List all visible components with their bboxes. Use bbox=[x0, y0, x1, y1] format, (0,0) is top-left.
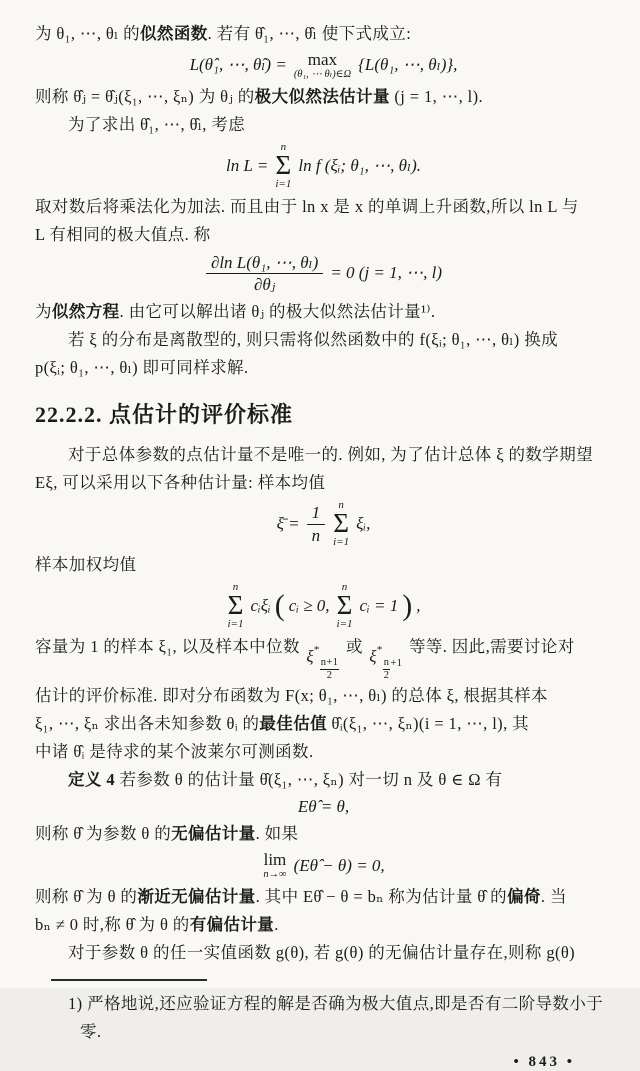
star-superscript: * bbox=[313, 643, 320, 656]
star-superscript: * bbox=[376, 643, 383, 656]
formula-term: cᵢξᵢ bbox=[250, 595, 271, 615]
text-run: θ̂ᵢ(ξ₁, ⋯, ξₙ)(i = 1, ⋯, l), 其 bbox=[327, 713, 530, 733]
paragraph-biased-name bbox=[35, 911, 612, 939]
sum-lower-limit: i=1 bbox=[227, 617, 244, 630]
fraction-denominator: ∂θⱼ bbox=[254, 275, 276, 295]
bold-term-bias: 偏倚 bbox=[507, 887, 541, 907]
formula-asymptotic-unbiased bbox=[35, 851, 612, 880]
median-notation-2 bbox=[369, 645, 402, 682]
bold-term-likelihood-function: 似然函数 bbox=[140, 24, 208, 43]
text-run: 为 bbox=[35, 302, 52, 322]
sum-lower-limit: i=1 bbox=[336, 617, 353, 630]
text-run: 样本加权均值 bbox=[35, 555, 137, 575]
xi-symbol: ξ bbox=[369, 646, 377, 666]
text-run: 对于参数 θ 的任一实值函数 g(θ), 若 g(θ) 的无偏估计量存在,则称 g(θ) bbox=[68, 943, 576, 963]
formula-lhs: L(θ̂₁, ⋯, θ̂ₗ) = bbox=[189, 55, 287, 75]
bold-term-unbiased-estimator: 无偏估计量 bbox=[171, 824, 256, 844]
formula-max-likelihood bbox=[35, 51, 612, 80]
footnote-line bbox=[35, 1018, 612, 1046]
median-notation-1 bbox=[306, 645, 339, 682]
text-run: 取对数后将乘法化为加法. 而且由于 ln x 是 x 的单调上升函数,所以 ln L 与 bbox=[35, 196, 579, 216]
paragraph-criteria-2 bbox=[35, 710, 612, 738]
paragraph-weighted-mean-label bbox=[35, 551, 612, 579]
text-run: L 有相同的极大值点. 称 bbox=[35, 224, 211, 244]
max-operator-stack bbox=[294, 51, 351, 80]
paragraph-criteria bbox=[35, 682, 612, 710]
text-run: 对于总体参数的点估计量不是唯一的. 例如, 为了估计总体 ξ 的数学期望 bbox=[68, 445, 594, 465]
text-run: . bbox=[274, 915, 279, 935]
formula-lhs: ln L = bbox=[226, 155, 269, 175]
text-run: 1) 严格地说,还应验证方程的解是否确为极大值点,即是否有二阶导数小于 bbox=[68, 994, 604, 1014]
formula-lhs: ξ̄ = bbox=[276, 514, 300, 533]
bold-term-asymptotically-unbiased: 渐近无偏估计量 bbox=[137, 887, 256, 907]
condition-1: cᵢ ≥ 0, bbox=[288, 595, 330, 615]
formula-rhs: {L(θ₁, ⋯, θₗ)}, bbox=[358, 55, 458, 75]
paragraph-to-find bbox=[35, 111, 612, 139]
section-heading: 22.2.2. 点估计的评价标准 bbox=[35, 402, 294, 428]
lim-operator: lim bbox=[263, 850, 287, 870]
page-number: • 843 • bbox=[513, 1054, 575, 1071]
subscript-tail: +1 bbox=[390, 657, 403, 669]
open-paren: ( bbox=[274, 588, 285, 622]
sum-upper-limit: n bbox=[338, 499, 344, 512]
footnote-line bbox=[35, 990, 612, 1018]
fraction-numerator: n+1 bbox=[320, 657, 340, 670]
paragraph-likelihood-intro bbox=[35, 20, 612, 48]
sigma-icon: Σ bbox=[227, 590, 244, 621]
text-run: p(ξᵢ; θ₁, ⋯, θₗ) 即可同样求解. bbox=[35, 358, 249, 378]
bold-term-mle-estimator: 极大似然法估计量 bbox=[254, 87, 390, 107]
text-run: 零. bbox=[80, 1022, 102, 1042]
sum-symbol bbox=[228, 582, 244, 630]
sum-upper-limit: n bbox=[280, 141, 287, 154]
sum-symbol bbox=[275, 142, 291, 190]
paragraph-log-explanation-2 bbox=[35, 221, 612, 249]
max-constraint: (θ₁, ⋯ θₗ)∈Ω bbox=[293, 68, 352, 80]
text-run: 若 ξ 的分布是离散型的, 则只需将似然函数中的 f(ξᵢ; θ₁, ⋯, θₗ) 换成 bbox=[68, 330, 559, 350]
text-run: 为 θ₁, ⋯, θₗ 的 bbox=[35, 24, 141, 43]
paragraph-criteria-3 bbox=[35, 738, 612, 766]
paragraph-discrete-case-2 bbox=[35, 354, 612, 382]
footnote bbox=[35, 990, 612, 1046]
lim-subscript: n→∞ bbox=[263, 868, 287, 880]
formula-sample-mean bbox=[35, 500, 612, 548]
sum-upper-limit: n bbox=[341, 581, 348, 594]
xi-symbol: ξ bbox=[306, 646, 314, 666]
fraction-denominator: 2 bbox=[383, 669, 390, 681]
formula-rhs: = 0 (j = 1, ⋯, l) bbox=[330, 263, 443, 283]
bold-term-biased-estimator: 有偏估计量 bbox=[189, 915, 275, 935]
text-run: . 其中 Eθ̂ − θ = bₙ 称为估计量 θ̂ 的 bbox=[255, 887, 508, 907]
formula-rhs: ln f (ξᵢ; θ₁, ⋯, θₗ). bbox=[298, 155, 421, 175]
paragraph-definition-4 bbox=[35, 766, 612, 794]
formula-tail: , bbox=[416, 595, 421, 615]
formula-likelihood-equation bbox=[35, 252, 612, 296]
fraction-denominator: 2 bbox=[326, 669, 333, 681]
formula-weighted-mean bbox=[35, 582, 612, 630]
text-run: 则称 θ̂ 为参数 θ 的 bbox=[35, 824, 172, 844]
text-run: 为了求出 θ̂₁, ⋯, θ̂ₗ, 考虑 bbox=[68, 115, 246, 135]
text-run: . 如果 bbox=[255, 824, 299, 844]
text-run: 或 bbox=[345, 636, 363, 656]
formula-text: Eθ̂ = θ, bbox=[297, 796, 350, 816]
sigma-icon: Σ bbox=[333, 508, 349, 539]
one-over-n-fraction bbox=[307, 502, 326, 546]
paragraph-discrete-case bbox=[35, 326, 612, 354]
sum-upper-limit: n bbox=[232, 581, 239, 594]
paragraph-estimators-not-unique bbox=[35, 441, 612, 469]
paragraph-log-explanation bbox=[35, 193, 612, 221]
text-run: 容量为 1 的样本 ξ₁, 以及样本中位数 bbox=[35, 636, 300, 656]
paragraph-real-valued-function bbox=[35, 939, 612, 967]
derivative-fraction bbox=[206, 252, 323, 296]
sum-symbol bbox=[333, 500, 349, 548]
sum-lower-limit: i=1 bbox=[333, 536, 350, 549]
text-run: . 若有 θ̂₁, ⋯, θ̂ₗ 使下式成立: bbox=[207, 24, 412, 43]
sum-lower-limit: i=1 bbox=[275, 177, 292, 190]
close-paren: ) bbox=[402, 588, 413, 622]
text-run: (j = 1, ⋯, l). bbox=[389, 87, 484, 107]
text-run: . 当 bbox=[540, 887, 567, 907]
subscript-fraction bbox=[383, 657, 391, 682]
lim-operator-stack bbox=[263, 851, 286, 880]
bold-term-best-estimate: 最佳估值 bbox=[259, 713, 327, 733]
formula-rhs: (Eθ̂ − θ) = 0, bbox=[293, 855, 385, 875]
condition-2: cᵢ = 1 bbox=[359, 595, 399, 615]
text-run: 中诸 θ̂ᵢ 是待求的某个波莱尔可测函数. bbox=[35, 741, 314, 761]
footnote-divider bbox=[51, 979, 207, 981]
sigma-icon: Σ bbox=[275, 150, 292, 181]
text-run: 则称 θ̂ 为 θ 的 bbox=[35, 887, 138, 907]
text-run: ξ₁, ⋯, ξₙ 求出各未知参数 θᵢ 的 bbox=[35, 713, 260, 733]
bold-term-definition-4: 定义 4 bbox=[68, 769, 115, 789]
formula-rhs: ξᵢ, bbox=[356, 514, 371, 533]
formula-log-likelihood bbox=[35, 142, 612, 190]
paragraph-estimators-not-unique-2 bbox=[35, 469, 612, 497]
text-run: 则称 θ̂ⱼ = θ̂ⱼ(ξ₁, ⋯, ξₙ) 为 θⱼ 的 bbox=[35, 87, 255, 107]
paragraph-unbiased-name bbox=[35, 820, 612, 848]
paragraph-sample-median bbox=[35, 633, 612, 682]
fraction-numerator: n bbox=[383, 657, 391, 670]
subscript-fraction bbox=[320, 657, 340, 682]
sum-symbol bbox=[337, 582, 353, 630]
paragraph-likelihood-equation-name bbox=[35, 298, 612, 326]
text-run: 若参数 θ 的估计量 θ̂(ξ₁, ⋯, ξₙ) 对一切 n 及 θ ∈ Ω 有 bbox=[114, 769, 503, 789]
text-run: 等等. 因此,需要讨论对 bbox=[408, 636, 575, 656]
max-operator: max bbox=[307, 50, 338, 69]
sigma-icon: Σ bbox=[336, 590, 353, 621]
paragraph-mle-definition bbox=[35, 83, 612, 111]
text-run: Eξ, 可以采用以下各种估计量: 样本均值 bbox=[35, 473, 326, 493]
text-run: . 由它可以解出诸 θⱼ 的极大似然法估计量¹⁾. bbox=[119, 302, 436, 322]
fraction-denominator: n bbox=[311, 525, 321, 545]
fraction-numerator: 1 bbox=[307, 502, 326, 524]
text-run: bₙ ≠ 0 时,称 θ̂ 为 θ 的 bbox=[35, 915, 190, 935]
text-run: 估计的评价标准. 即对分布函数为 F(x; θ₁, ⋯, θₗ) 的总体 ξ, 根据其样本 bbox=[35, 685, 548, 705]
bold-term-likelihood-equation: 似然方程 bbox=[51, 302, 120, 322]
paragraph-asymptotic-name bbox=[35, 883, 612, 911]
fraction-numerator: ∂ln L(θ₁, ⋯, θₗ) bbox=[206, 252, 323, 274]
formula-unbiased bbox=[35, 797, 612, 817]
